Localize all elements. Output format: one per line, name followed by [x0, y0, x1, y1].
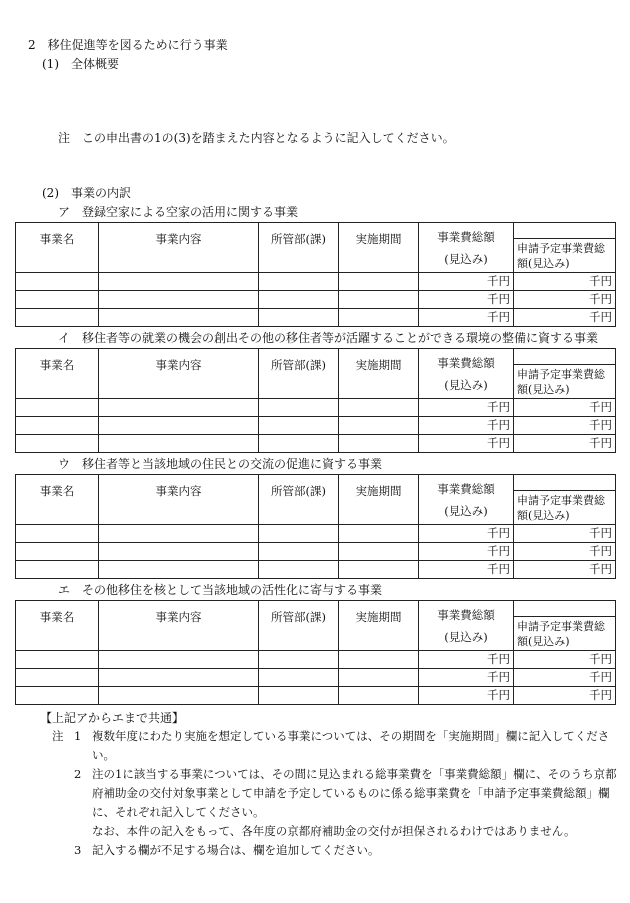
cell-dept[interactable] — [259, 543, 339, 561]
header-apply-spacer — [514, 475, 616, 491]
cell-name[interactable] — [16, 399, 99, 417]
cell-period[interactable] — [339, 399, 419, 417]
note-3-text: 記入する欄が不足する場合は、欄を追加してください。 — [92, 843, 380, 857]
cell-content[interactable] — [99, 435, 259, 453]
header-dept: 所管部(課) — [259, 223, 339, 273]
cell-dept[interactable] — [259, 561, 339, 579]
cell-dept[interactable] — [259, 309, 339, 327]
header-name: 事業名 — [16, 601, 99, 651]
cell-total[interactable]: 千円 — [419, 543, 514, 561]
header-apply-spacer — [514, 349, 616, 365]
note-2-extra: なお、本件の記入をもって、各年度の京都府補助金の交付が担保されるわけではありません。 — [92, 824, 576, 838]
cell-content[interactable] — [99, 543, 259, 561]
header-name: 事業名 — [16, 475, 99, 525]
header-period: 実施期間 — [339, 223, 419, 273]
header-total-sub: (見込み) — [444, 504, 488, 518]
breakdown-table — [15, 474, 616, 579]
cell-name[interactable] — [16, 435, 99, 453]
common-heading: 【上記アからエまで共通】 — [40, 711, 185, 725]
cell-content[interactable] — [99, 273, 259, 291]
breakdown-table — [15, 222, 616, 327]
header-period: 実施期間 — [339, 349, 419, 399]
cell-total[interactable]: 千円 — [419, 525, 514, 543]
table-row — [16, 399, 616, 417]
note-3-number: 3 — [74, 843, 82, 857]
cell-apply[interactable]: 千円 — [514, 291, 616, 309]
cell-name[interactable] — [16, 417, 99, 435]
cell-period[interactable] — [339, 273, 419, 291]
cell-dept[interactable] — [259, 291, 339, 309]
cell-period[interactable] — [339, 417, 419, 435]
cell-content[interactable] — [99, 399, 259, 417]
breakdown-label: (2) 事業の内訳 — [42, 186, 131, 200]
header-apply-spacer — [514, 223, 616, 239]
cell-name[interactable] — [16, 651, 99, 669]
cell-apply[interactable]: 千円 — [514, 543, 616, 561]
cell-name[interactable] — [16, 291, 99, 309]
table-row — [16, 651, 616, 669]
cell-content[interactable] — [99, 417, 259, 435]
overview-label: (1) 全体概要 — [42, 57, 119, 71]
cell-period[interactable] — [339, 291, 419, 309]
cell-period[interactable] — [339, 543, 419, 561]
header-period: 実施期間 — [339, 475, 419, 525]
cell-period[interactable] — [339, 651, 419, 669]
header-dept: 所管部(課) — [259, 601, 339, 651]
cell-apply[interactable]: 千円 — [514, 309, 616, 327]
note-1-number: 1 — [74, 729, 82, 743]
cell-period[interactable] — [339, 435, 419, 453]
cell-apply[interactable]: 千円 — [514, 417, 616, 435]
cell-period[interactable] — [339, 687, 419, 705]
cell-dept[interactable] — [259, 669, 339, 687]
cell-name[interactable] — [16, 309, 99, 327]
header-total — [419, 223, 514, 273]
table-row — [16, 561, 616, 579]
header-apply-spacer — [514, 601, 616, 617]
cell-period[interactable] — [339, 309, 419, 327]
table-title: ア 登録空家による空家の活用に関する事業 — [58, 205, 299, 219]
header-content: 事業内容 — [99, 475, 259, 525]
header-total-sub: (見込み) — [444, 252, 488, 266]
cell-total[interactable]: 千円 — [419, 687, 514, 705]
cell-total[interactable]: 千円 — [419, 399, 514, 417]
notes-prefix: 注 — [52, 729, 64, 743]
cell-total[interactable]: 千円 — [419, 561, 514, 579]
table-title: ウ 移住者等と当該地域の住民との交流の促進に資する事業 — [58, 457, 383, 471]
cell-apply[interactable]: 千円 — [514, 651, 616, 669]
cell-dept[interactable] — [259, 417, 339, 435]
cell-total[interactable]: 千円 — [419, 273, 514, 291]
cell-name[interactable] — [16, 273, 99, 291]
section-heading: 2 移住促進等を図るために行う事業 — [28, 38, 228, 52]
table-row — [16, 273, 616, 291]
table-row — [16, 291, 616, 309]
cell-total[interactable]: 千円 — [419, 651, 514, 669]
cell-dept[interactable] — [259, 399, 339, 417]
table-row — [16, 525, 616, 543]
cell-content[interactable] — [99, 561, 259, 579]
note-1-text: 複数年度にわたり実施を想定している事業については、その期間を「実施期間」欄に記入してください。 — [92, 729, 610, 762]
note-2-number: 2 — [74, 767, 82, 781]
cell-content[interactable] — [99, 291, 259, 309]
cell-apply[interactable]: 千円 — [514, 669, 616, 687]
note-2-text: 注の1に該当する事業については、その間に見込まれる総事業費を「事業費総額」欄に、そのうち京都府補助金の交付対象事業として申請を予定しているものに係る総事業費を「申請予定事業費総額」欄に、それぞれ記入してください。 — [92, 767, 617, 819]
cell-dept[interactable] — [259, 435, 339, 453]
cell-apply[interactable]: 千円 — [514, 399, 616, 417]
header-apply: 申請予定事業費総額(見込み) — [514, 617, 616, 651]
header-name: 事業名 — [16, 223, 99, 273]
table-row — [16, 687, 616, 705]
header-total-sub: (見込み) — [444, 378, 488, 392]
cell-total[interactable]: 千円 — [419, 291, 514, 309]
cell-content[interactable] — [99, 525, 259, 543]
cell-content[interactable] — [99, 651, 259, 669]
breakdown-table — [15, 348, 616, 453]
header-period: 実施期間 — [339, 601, 419, 651]
cell-period[interactable] — [339, 561, 419, 579]
header-total-label: 事業費総額 — [437, 482, 495, 496]
header-dept: 所管部(課) — [259, 349, 339, 399]
cell-total[interactable]: 千円 — [419, 309, 514, 327]
cell-apply[interactable]: 千円 — [514, 273, 616, 291]
cell-name[interactable] — [16, 525, 99, 543]
table-title: イ 移住者等の就業の機会の創出その他の移住者等が活躍することができる環境の整備に資する事業 — [58, 331, 599, 345]
cell-name[interactable] — [16, 669, 99, 687]
header-total — [419, 475, 514, 525]
cell-apply[interactable]: 千円 — [514, 561, 616, 579]
header-total-label: 事業費総額 — [437, 608, 495, 622]
cell-content[interactable] — [99, 309, 259, 327]
cell-total[interactable]: 千円 — [419, 417, 514, 435]
header-apply: 申請予定事業費総額(見込み) — [514, 239, 616, 273]
header-total-label: 事業費総額 — [437, 230, 495, 244]
cell-total[interactable]: 千円 — [419, 669, 514, 687]
cell-dept[interactable] — [259, 273, 339, 291]
cell-apply[interactable]: 千円 — [514, 687, 616, 705]
table-row — [16, 435, 616, 453]
cell-dept[interactable] — [259, 651, 339, 669]
header-total — [419, 349, 514, 399]
cell-period[interactable] — [339, 525, 419, 543]
table-title: エ その他移住を核として当該地域の活性化に寄与する事業 — [58, 583, 383, 597]
cell-name[interactable] — [16, 687, 99, 705]
cell-dept[interactable] — [259, 687, 339, 705]
header-content: 事業内容 — [99, 349, 259, 399]
table-row — [16, 309, 616, 327]
cell-apply[interactable]: 千円 — [514, 435, 616, 453]
cell-content[interactable] — [99, 687, 259, 705]
cell-apply[interactable]: 千円 — [514, 525, 616, 543]
cell-content[interactable] — [99, 669, 259, 687]
cell-period[interactable] — [339, 669, 419, 687]
cell-total[interactable]: 千円 — [419, 435, 514, 453]
cell-dept[interactable] — [259, 525, 339, 543]
table-row — [16, 543, 616, 561]
cell-name[interactable] — [16, 543, 99, 561]
header-apply: 申請予定事業費総額(見込み) — [514, 365, 616, 399]
header-content: 事業内容 — [99, 223, 259, 273]
header-apply: 申請予定事業費総額(見込み) — [514, 491, 616, 525]
header-dept: 所管部(課) — [259, 475, 339, 525]
header-total-label: 事業費総額 — [437, 356, 495, 370]
header-content: 事業内容 — [99, 601, 259, 651]
cell-name[interactable] — [16, 561, 99, 579]
header-total — [419, 601, 514, 651]
note-top: 注 この申出書の1の(3)を踏まえた内容となるように記入してください。 — [58, 131, 455, 145]
header-name: 事業名 — [16, 349, 99, 399]
table-row — [16, 417, 616, 435]
breakdown-table — [15, 600, 616, 705]
header-total-sub: (見込み) — [444, 630, 488, 644]
table-row — [16, 669, 616, 687]
